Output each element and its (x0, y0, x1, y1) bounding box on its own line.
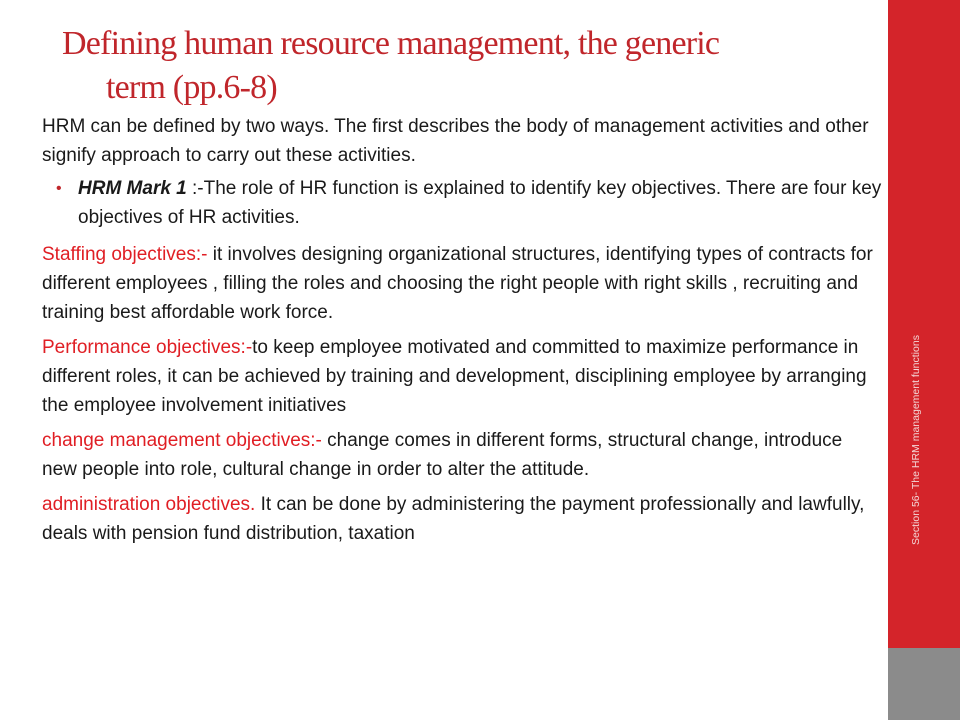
slide-title-line1: Defining human resource management, the generic (62, 25, 720, 62)
sidebar-footer-block (888, 648, 960, 720)
slide-title (62, 22, 852, 110)
slide-content (42, 112, 882, 554)
bullet-label: HRM Mark 1 (78, 178, 187, 199)
bullet-item (42, 174, 882, 232)
objective-heading: Performance objectives:- (42, 337, 253, 358)
objective-text: change comes in different forms, structural change, introduce new people into role, cultural change in order to alter the attitude. (42, 430, 843, 480)
sidebar-caption: Section 56- The HRM management functions (910, 335, 922, 545)
bullet-icon: • (56, 180, 62, 197)
objective-administration (42, 490, 882, 548)
objective-text: It can be done by administering the payment professionally and lawfully, deals with pension fund distribution, taxation (42, 494, 865, 544)
objective-heading: change management objectives:- (42, 430, 322, 451)
objective-staffing (42, 240, 882, 327)
objective-change-management (42, 426, 882, 484)
objective-text: it involves designing organizational structures, identifying types of contracts for different employees , filling the roles and choosing the right people with right skills , recruiting and training best affordable work force. (42, 244, 873, 323)
slide-title-line2: term (pp.6-8) (106, 69, 277, 106)
sidebar-band (888, 0, 960, 720)
objective-heading: Staffing objectives:- (42, 244, 208, 265)
bullet-text: :-The role of HR function is explained to identify key objectives. There are four key objectives of HR activities. (78, 178, 882, 228)
intro-paragraph: HRM can be defined by two ways. The first describes the body of management activities and other signify approach to carry out these activities. (42, 116, 869, 166)
objective-heading: administration objectives. (42, 494, 256, 515)
objective-performance (42, 333, 882, 420)
objective-text: to keep employee motivated and committed to maximize performance in different roles, it can be achieved by training and development, disciplining employee by arranging the employee involvement initiatives (42, 337, 867, 416)
